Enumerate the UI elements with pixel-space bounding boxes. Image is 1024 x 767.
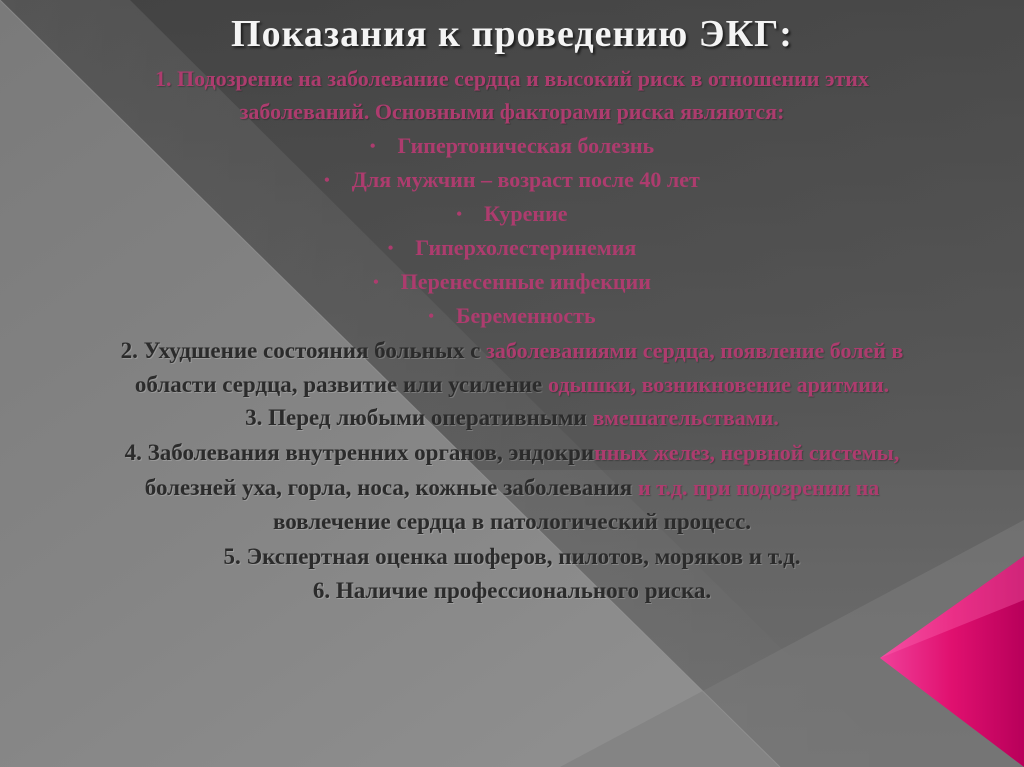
indication-line	[0, 509, 1024, 535]
indication-text: 2. Ухудшение состояния больных с	[120, 338, 487, 363]
indication-text: 5. Экспертная оценка шоферов, пилотов, моряков и т.д.	[223, 544, 801, 569]
indication-text: 4. Заболевания внутренних органов, эндокри	[124, 440, 595, 465]
bullet-icon: •	[373, 274, 379, 291]
slide-title: Показания к проведению ЭКГ:	[231, 13, 793, 55]
bullet-icon: •	[369, 138, 376, 155]
risk-factor-label: Гипертоническая болезнь	[397, 133, 655, 158]
intro-line-2: заболеваний. Основными факторами риска являются:	[239, 99, 785, 124]
indication-text-highlight: нных желез, нервной системы,	[594, 440, 900, 465]
indication-text-highlight: вмешательствами.	[592, 405, 779, 430]
risk-factor-item	[0, 167, 1024, 193]
bullet-icon: •	[428, 308, 434, 325]
indication-text-highlight: и т.д. при подозрении на	[637, 475, 880, 500]
risk-factor-item	[0, 201, 1024, 227]
indication-text-highlight: одышки, возникновение аритмии.	[547, 372, 890, 397]
risk-factor-item	[0, 269, 1024, 295]
indication-line	[0, 372, 1024, 398]
bullet-icon: •	[456, 206, 463, 223]
indication-text-highlight: заболеваниями сердца, появление болей в	[486, 338, 904, 363]
indication-line	[0, 578, 1024, 604]
risk-factor-item	[0, 235, 1024, 261]
indication-text: болезней уха, горла, носа, кожные заболевания	[144, 475, 638, 500]
risk-factor-label: Перенесенные инфекции	[400, 269, 651, 294]
indication-line	[0, 338, 1024, 364]
risk-factor-label: Для мужчин – возраст после 40 лет	[351, 167, 700, 192]
indication-text: 3. Перед любыми оперативными	[245, 405, 593, 430]
risk-factor-label: Гиперхолестеринемия	[415, 235, 637, 260]
risk-factor-label: Курение	[484, 201, 568, 226]
indication-line	[0, 475, 1024, 501]
bullet-icon: •	[387, 240, 394, 257]
risk-factor-label: Беременность	[455, 303, 596, 328]
bullet-icon: •	[324, 172, 330, 189]
indication-text: вовлечение сердца в патологический процесс.	[272, 509, 752, 534]
intro-line-1: 1. Подозрение на заболевание сердца и высокий риск в отношении этих	[155, 66, 869, 91]
indication-text: области сердца, развитие или усиление	[134, 372, 548, 397]
risk-factor-item	[0, 133, 1024, 159]
indication-line	[0, 440, 1024, 466]
indication-line	[0, 544, 1024, 570]
indication-line	[0, 405, 1024, 431]
indication-text: 6. Наличие профессионального риска.	[312, 578, 712, 603]
risk-factor-item	[0, 303, 1024, 329]
